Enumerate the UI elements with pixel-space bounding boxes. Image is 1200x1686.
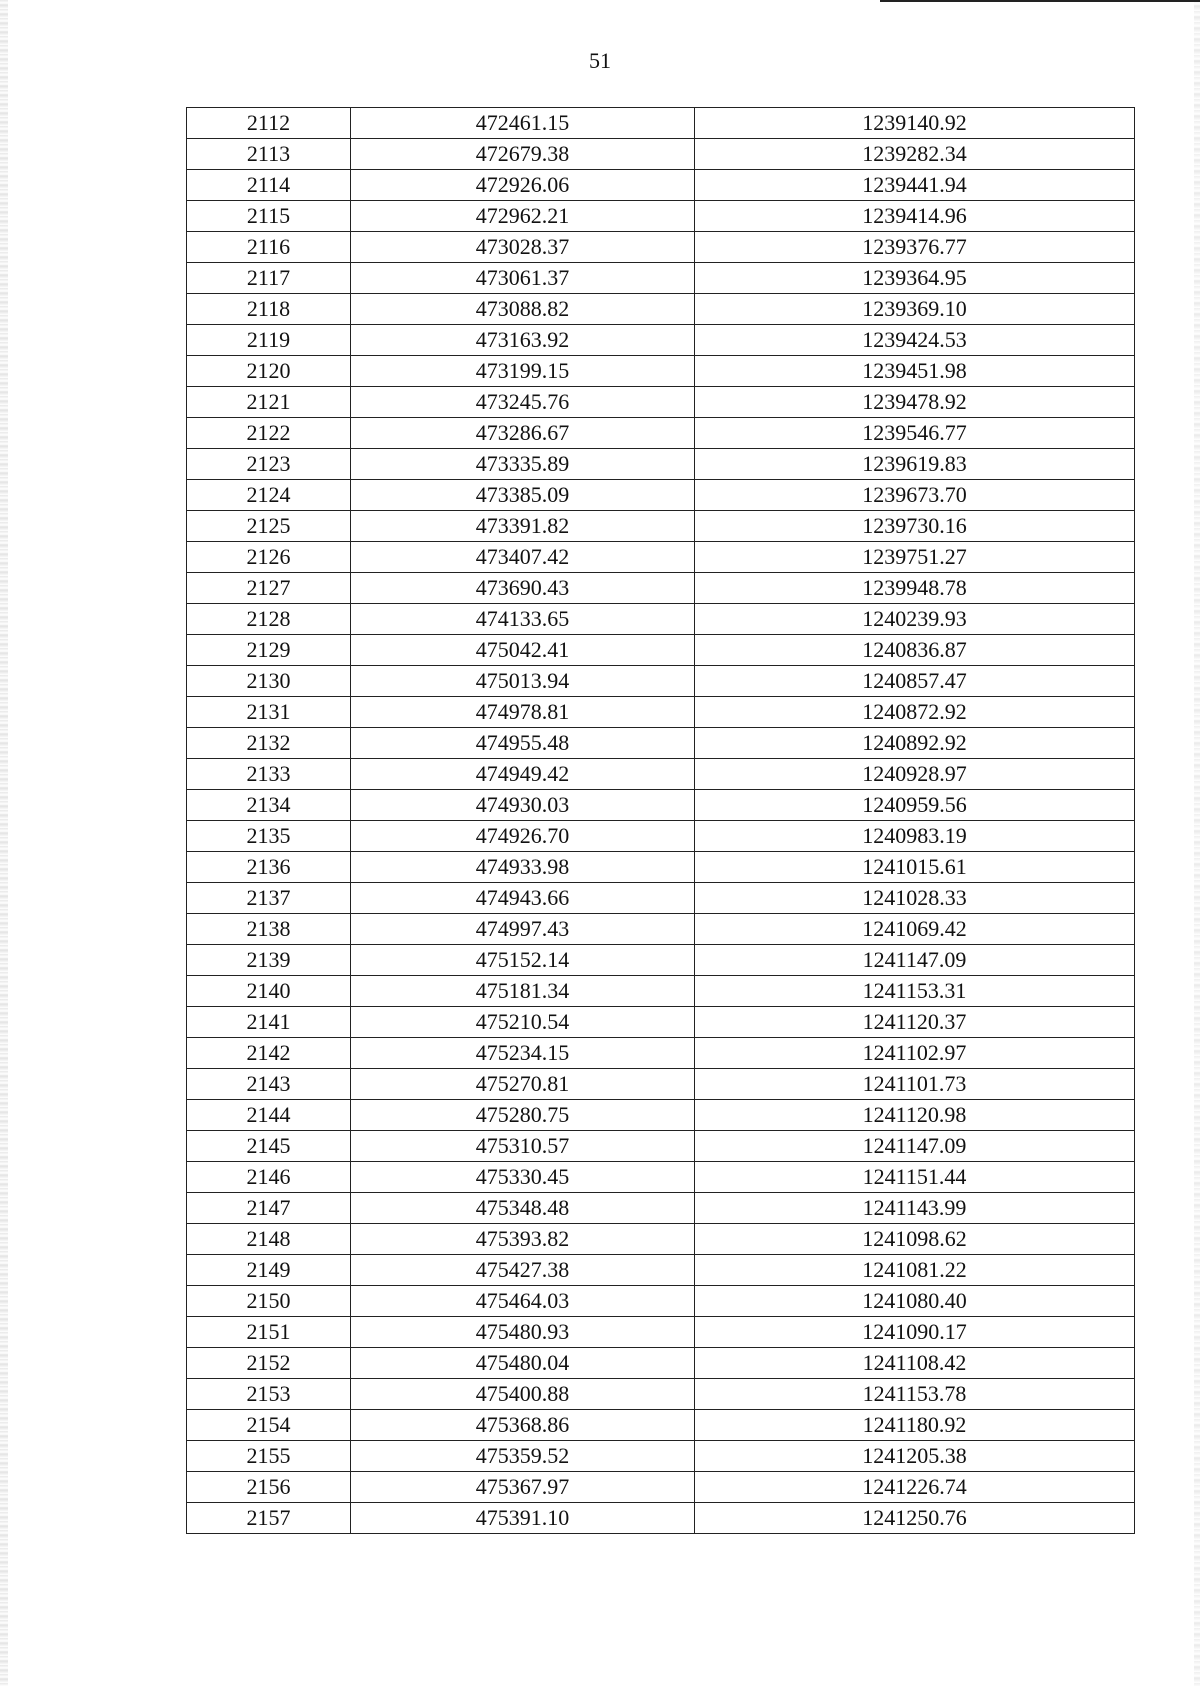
y-coordinate-cell: 1241205.38 bbox=[695, 1441, 1135, 1472]
y-coordinate-cell: 1239369.10 bbox=[695, 294, 1135, 325]
x-coordinate-cell: 473028.37 bbox=[351, 232, 695, 263]
x-coordinate-cell: 475400.88 bbox=[351, 1379, 695, 1410]
x-coordinate-cell: 475152.14 bbox=[351, 945, 695, 976]
table-row bbox=[187, 542, 1135, 573]
x-coordinate-cell: 475367.97 bbox=[351, 1472, 695, 1503]
table-row bbox=[187, 1379, 1135, 1410]
y-coordinate-cell: 1240983.19 bbox=[695, 821, 1135, 852]
scan-edge-left bbox=[0, 0, 8, 1686]
y-coordinate-cell: 1241226.74 bbox=[695, 1472, 1135, 1503]
x-coordinate-cell: 475234.15 bbox=[351, 1038, 695, 1069]
x-coordinate-cell: 474933.98 bbox=[351, 852, 695, 883]
table-row bbox=[187, 666, 1135, 697]
y-coordinate-cell: 1239364.95 bbox=[695, 263, 1135, 294]
x-coordinate-cell: 473199.15 bbox=[351, 356, 695, 387]
y-coordinate-cell: 1241153.31 bbox=[695, 976, 1135, 1007]
y-coordinate-cell: 1239546.77 bbox=[695, 418, 1135, 449]
y-coordinate-cell: 1241108.42 bbox=[695, 1348, 1135, 1379]
x-coordinate-cell: 475181.34 bbox=[351, 976, 695, 1007]
x-coordinate-cell: 474955.48 bbox=[351, 728, 695, 759]
table-row bbox=[187, 1317, 1135, 1348]
table-row bbox=[187, 480, 1135, 511]
point-number-cell: 2137 bbox=[187, 883, 351, 914]
point-number-cell: 2144 bbox=[187, 1100, 351, 1131]
point-number-cell: 2156 bbox=[187, 1472, 351, 1503]
table-row bbox=[187, 201, 1135, 232]
y-coordinate-cell: 1239282.34 bbox=[695, 139, 1135, 170]
table-row bbox=[187, 790, 1135, 821]
y-coordinate-cell: 1239376.77 bbox=[695, 232, 1135, 263]
table-row bbox=[187, 1348, 1135, 1379]
x-coordinate-cell: 473245.76 bbox=[351, 387, 695, 418]
x-coordinate-cell: 472679.38 bbox=[351, 139, 695, 170]
y-coordinate-cell: 1240239.93 bbox=[695, 604, 1135, 635]
y-coordinate-cell: 1241147.09 bbox=[695, 1131, 1135, 1162]
y-coordinate-cell: 1239478.92 bbox=[695, 387, 1135, 418]
y-coordinate-cell: 1241151.44 bbox=[695, 1162, 1135, 1193]
y-coordinate-cell: 1241120.98 bbox=[695, 1100, 1135, 1131]
point-number-cell: 2116 bbox=[187, 232, 351, 263]
point-number-cell: 2154 bbox=[187, 1410, 351, 1441]
x-coordinate-cell: 474133.65 bbox=[351, 604, 695, 635]
y-coordinate-cell: 1240892.92 bbox=[695, 728, 1135, 759]
point-number-cell: 2119 bbox=[187, 325, 351, 356]
y-coordinate-cell: 1241080.40 bbox=[695, 1286, 1135, 1317]
point-number-cell: 2136 bbox=[187, 852, 351, 883]
point-number-cell: 2131 bbox=[187, 697, 351, 728]
y-coordinate-cell: 1241081.22 bbox=[695, 1255, 1135, 1286]
x-coordinate-cell: 475270.81 bbox=[351, 1069, 695, 1100]
point-number-cell: 2153 bbox=[187, 1379, 351, 1410]
point-number-cell: 2132 bbox=[187, 728, 351, 759]
scan-edge-right bbox=[1194, 0, 1200, 1686]
table-row bbox=[187, 1224, 1135, 1255]
point-number-cell: 2139 bbox=[187, 945, 351, 976]
table-row bbox=[187, 604, 1135, 635]
y-coordinate-cell: 1240857.47 bbox=[695, 666, 1135, 697]
table-row bbox=[187, 821, 1135, 852]
table-row bbox=[187, 697, 1135, 728]
y-coordinate-cell: 1239948.78 bbox=[695, 573, 1135, 604]
table-row bbox=[187, 325, 1135, 356]
x-coordinate-cell: 473163.92 bbox=[351, 325, 695, 356]
x-coordinate-cell: 473690.43 bbox=[351, 573, 695, 604]
y-coordinate-cell: 1241120.37 bbox=[695, 1007, 1135, 1038]
x-coordinate-cell: 473061.37 bbox=[351, 263, 695, 294]
point-number-cell: 2129 bbox=[187, 635, 351, 666]
point-number-cell: 2115 bbox=[187, 201, 351, 232]
y-coordinate-cell: 1240872.92 bbox=[695, 697, 1135, 728]
x-coordinate-cell: 474978.81 bbox=[351, 697, 695, 728]
point-number-cell: 2155 bbox=[187, 1441, 351, 1472]
x-coordinate-cell: 475359.52 bbox=[351, 1441, 695, 1472]
y-coordinate-cell: 1241069.42 bbox=[695, 914, 1135, 945]
table-row bbox=[187, 1286, 1135, 1317]
table-row bbox=[187, 573, 1135, 604]
point-number-cell: 2117 bbox=[187, 263, 351, 294]
point-number-cell: 2141 bbox=[187, 1007, 351, 1038]
y-coordinate-cell: 1241147.09 bbox=[695, 945, 1135, 976]
x-coordinate-cell: 475348.48 bbox=[351, 1193, 695, 1224]
point-number-cell: 2140 bbox=[187, 976, 351, 1007]
point-number-cell: 2135 bbox=[187, 821, 351, 852]
x-coordinate-cell: 473335.89 bbox=[351, 449, 695, 480]
point-number-cell: 2148 bbox=[187, 1224, 351, 1255]
x-coordinate-cell: 472962.21 bbox=[351, 201, 695, 232]
x-coordinate-cell: 473407.42 bbox=[351, 542, 695, 573]
table-row bbox=[187, 1441, 1135, 1472]
coordinate-table-body bbox=[187, 108, 1135, 1534]
point-number-cell: 2138 bbox=[187, 914, 351, 945]
table-row bbox=[187, 511, 1135, 542]
y-coordinate-cell: 1241250.76 bbox=[695, 1503, 1135, 1534]
table-row bbox=[187, 418, 1135, 449]
table-row bbox=[187, 759, 1135, 790]
y-coordinate-cell: 1239140.92 bbox=[695, 108, 1135, 139]
point-number-cell: 2120 bbox=[187, 356, 351, 387]
point-number-cell: 2151 bbox=[187, 1317, 351, 1348]
table-row bbox=[187, 1162, 1135, 1193]
point-number-cell: 2149 bbox=[187, 1255, 351, 1286]
table-row bbox=[187, 852, 1135, 883]
x-coordinate-cell: 472461.15 bbox=[351, 108, 695, 139]
table-row bbox=[187, 356, 1135, 387]
x-coordinate-cell: 474930.03 bbox=[351, 790, 695, 821]
y-coordinate-cell: 1239751.27 bbox=[695, 542, 1135, 573]
point-number-cell: 2145 bbox=[187, 1131, 351, 1162]
table-row bbox=[187, 728, 1135, 759]
coordinate-table bbox=[186, 107, 1135, 1534]
y-coordinate-cell: 1241028.33 bbox=[695, 883, 1135, 914]
point-number-cell: 2124 bbox=[187, 480, 351, 511]
y-coordinate-cell: 1241143.99 bbox=[695, 1193, 1135, 1224]
table-row bbox=[187, 1255, 1135, 1286]
y-coordinate-cell: 1241101.73 bbox=[695, 1069, 1135, 1100]
y-coordinate-cell: 1239441.94 bbox=[695, 170, 1135, 201]
point-number-cell: 2130 bbox=[187, 666, 351, 697]
x-coordinate-cell: 475280.75 bbox=[351, 1100, 695, 1131]
table-row bbox=[187, 1410, 1135, 1441]
point-number-cell: 2122 bbox=[187, 418, 351, 449]
point-number-cell: 2152 bbox=[187, 1348, 351, 1379]
x-coordinate-cell: 475480.04 bbox=[351, 1348, 695, 1379]
table-row bbox=[187, 976, 1135, 1007]
point-number-cell: 2142 bbox=[187, 1038, 351, 1069]
y-coordinate-cell: 1240928.97 bbox=[695, 759, 1135, 790]
point-number-cell: 2118 bbox=[187, 294, 351, 325]
top-rule bbox=[880, 0, 1200, 2]
point-number-cell: 2114 bbox=[187, 170, 351, 201]
table-row bbox=[187, 294, 1135, 325]
x-coordinate-cell: 473088.82 bbox=[351, 294, 695, 325]
table-row bbox=[187, 1131, 1135, 1162]
point-number-cell: 2128 bbox=[187, 604, 351, 635]
table-row bbox=[187, 1472, 1135, 1503]
table-row bbox=[187, 635, 1135, 666]
point-number-cell: 2146 bbox=[187, 1162, 351, 1193]
y-coordinate-cell: 1241102.97 bbox=[695, 1038, 1135, 1069]
x-coordinate-cell: 475393.82 bbox=[351, 1224, 695, 1255]
point-number-cell: 2125 bbox=[187, 511, 351, 542]
x-coordinate-cell: 475013.94 bbox=[351, 666, 695, 697]
table-row bbox=[187, 1503, 1135, 1534]
table-row bbox=[187, 1007, 1135, 1038]
y-coordinate-cell: 1239414.96 bbox=[695, 201, 1135, 232]
point-number-cell: 2123 bbox=[187, 449, 351, 480]
table-row bbox=[187, 232, 1135, 263]
y-coordinate-cell: 1239730.16 bbox=[695, 511, 1135, 542]
x-coordinate-cell: 475368.86 bbox=[351, 1410, 695, 1441]
y-coordinate-cell: 1239619.83 bbox=[695, 449, 1135, 480]
page-number: 51 bbox=[589, 48, 611, 73]
x-coordinate-cell: 474997.43 bbox=[351, 914, 695, 945]
y-coordinate-cell: 1241015.61 bbox=[695, 852, 1135, 883]
x-coordinate-cell: 475391.10 bbox=[351, 1503, 695, 1534]
x-coordinate-cell: 475427.38 bbox=[351, 1255, 695, 1286]
x-coordinate-cell: 473391.82 bbox=[351, 511, 695, 542]
y-coordinate-cell: 1239451.98 bbox=[695, 356, 1135, 387]
table-row bbox=[187, 1038, 1135, 1069]
point-number-cell: 2150 bbox=[187, 1286, 351, 1317]
table-row bbox=[187, 1193, 1135, 1224]
y-coordinate-cell: 1241153.78 bbox=[695, 1379, 1135, 1410]
table-row bbox=[187, 945, 1135, 976]
x-coordinate-cell: 475330.45 bbox=[351, 1162, 695, 1193]
x-coordinate-cell: 475210.54 bbox=[351, 1007, 695, 1038]
table-row bbox=[187, 108, 1135, 139]
table-row bbox=[187, 263, 1135, 294]
y-coordinate-cell: 1241090.17 bbox=[695, 1317, 1135, 1348]
table-row bbox=[187, 170, 1135, 201]
x-coordinate-cell: 474926.70 bbox=[351, 821, 695, 852]
table-row bbox=[187, 883, 1135, 914]
point-number-cell: 2112 bbox=[187, 108, 351, 139]
y-coordinate-cell: 1241098.62 bbox=[695, 1224, 1135, 1255]
y-coordinate-cell: 1239424.53 bbox=[695, 325, 1135, 356]
x-coordinate-cell: 475480.93 bbox=[351, 1317, 695, 1348]
x-coordinate-cell: 474943.66 bbox=[351, 883, 695, 914]
table-row bbox=[187, 914, 1135, 945]
x-coordinate-cell: 473286.67 bbox=[351, 418, 695, 449]
table-row bbox=[187, 139, 1135, 170]
x-coordinate-cell: 474949.42 bbox=[351, 759, 695, 790]
x-coordinate-cell: 475464.03 bbox=[351, 1286, 695, 1317]
x-coordinate-cell: 473385.09 bbox=[351, 480, 695, 511]
x-coordinate-cell: 475042.41 bbox=[351, 635, 695, 666]
point-number-cell: 2133 bbox=[187, 759, 351, 790]
table-row bbox=[187, 387, 1135, 418]
y-coordinate-cell: 1240959.56 bbox=[695, 790, 1135, 821]
y-coordinate-cell: 1241180.92 bbox=[695, 1410, 1135, 1441]
point-number-cell: 2157 bbox=[187, 1503, 351, 1534]
x-coordinate-cell: 475310.57 bbox=[351, 1131, 695, 1162]
point-number-cell: 2113 bbox=[187, 139, 351, 170]
point-number-cell: 2143 bbox=[187, 1069, 351, 1100]
y-coordinate-cell: 1239673.70 bbox=[695, 480, 1135, 511]
y-coordinate-cell: 1240836.87 bbox=[695, 635, 1135, 666]
point-number-cell: 2134 bbox=[187, 790, 351, 821]
table-row bbox=[187, 1100, 1135, 1131]
point-number-cell: 2126 bbox=[187, 542, 351, 573]
x-coordinate-cell: 472926.06 bbox=[351, 170, 695, 201]
point-number-cell: 2147 bbox=[187, 1193, 351, 1224]
point-number-cell: 2121 bbox=[187, 387, 351, 418]
table-row bbox=[187, 449, 1135, 480]
table-row bbox=[187, 1069, 1135, 1100]
point-number-cell: 2127 bbox=[187, 573, 351, 604]
